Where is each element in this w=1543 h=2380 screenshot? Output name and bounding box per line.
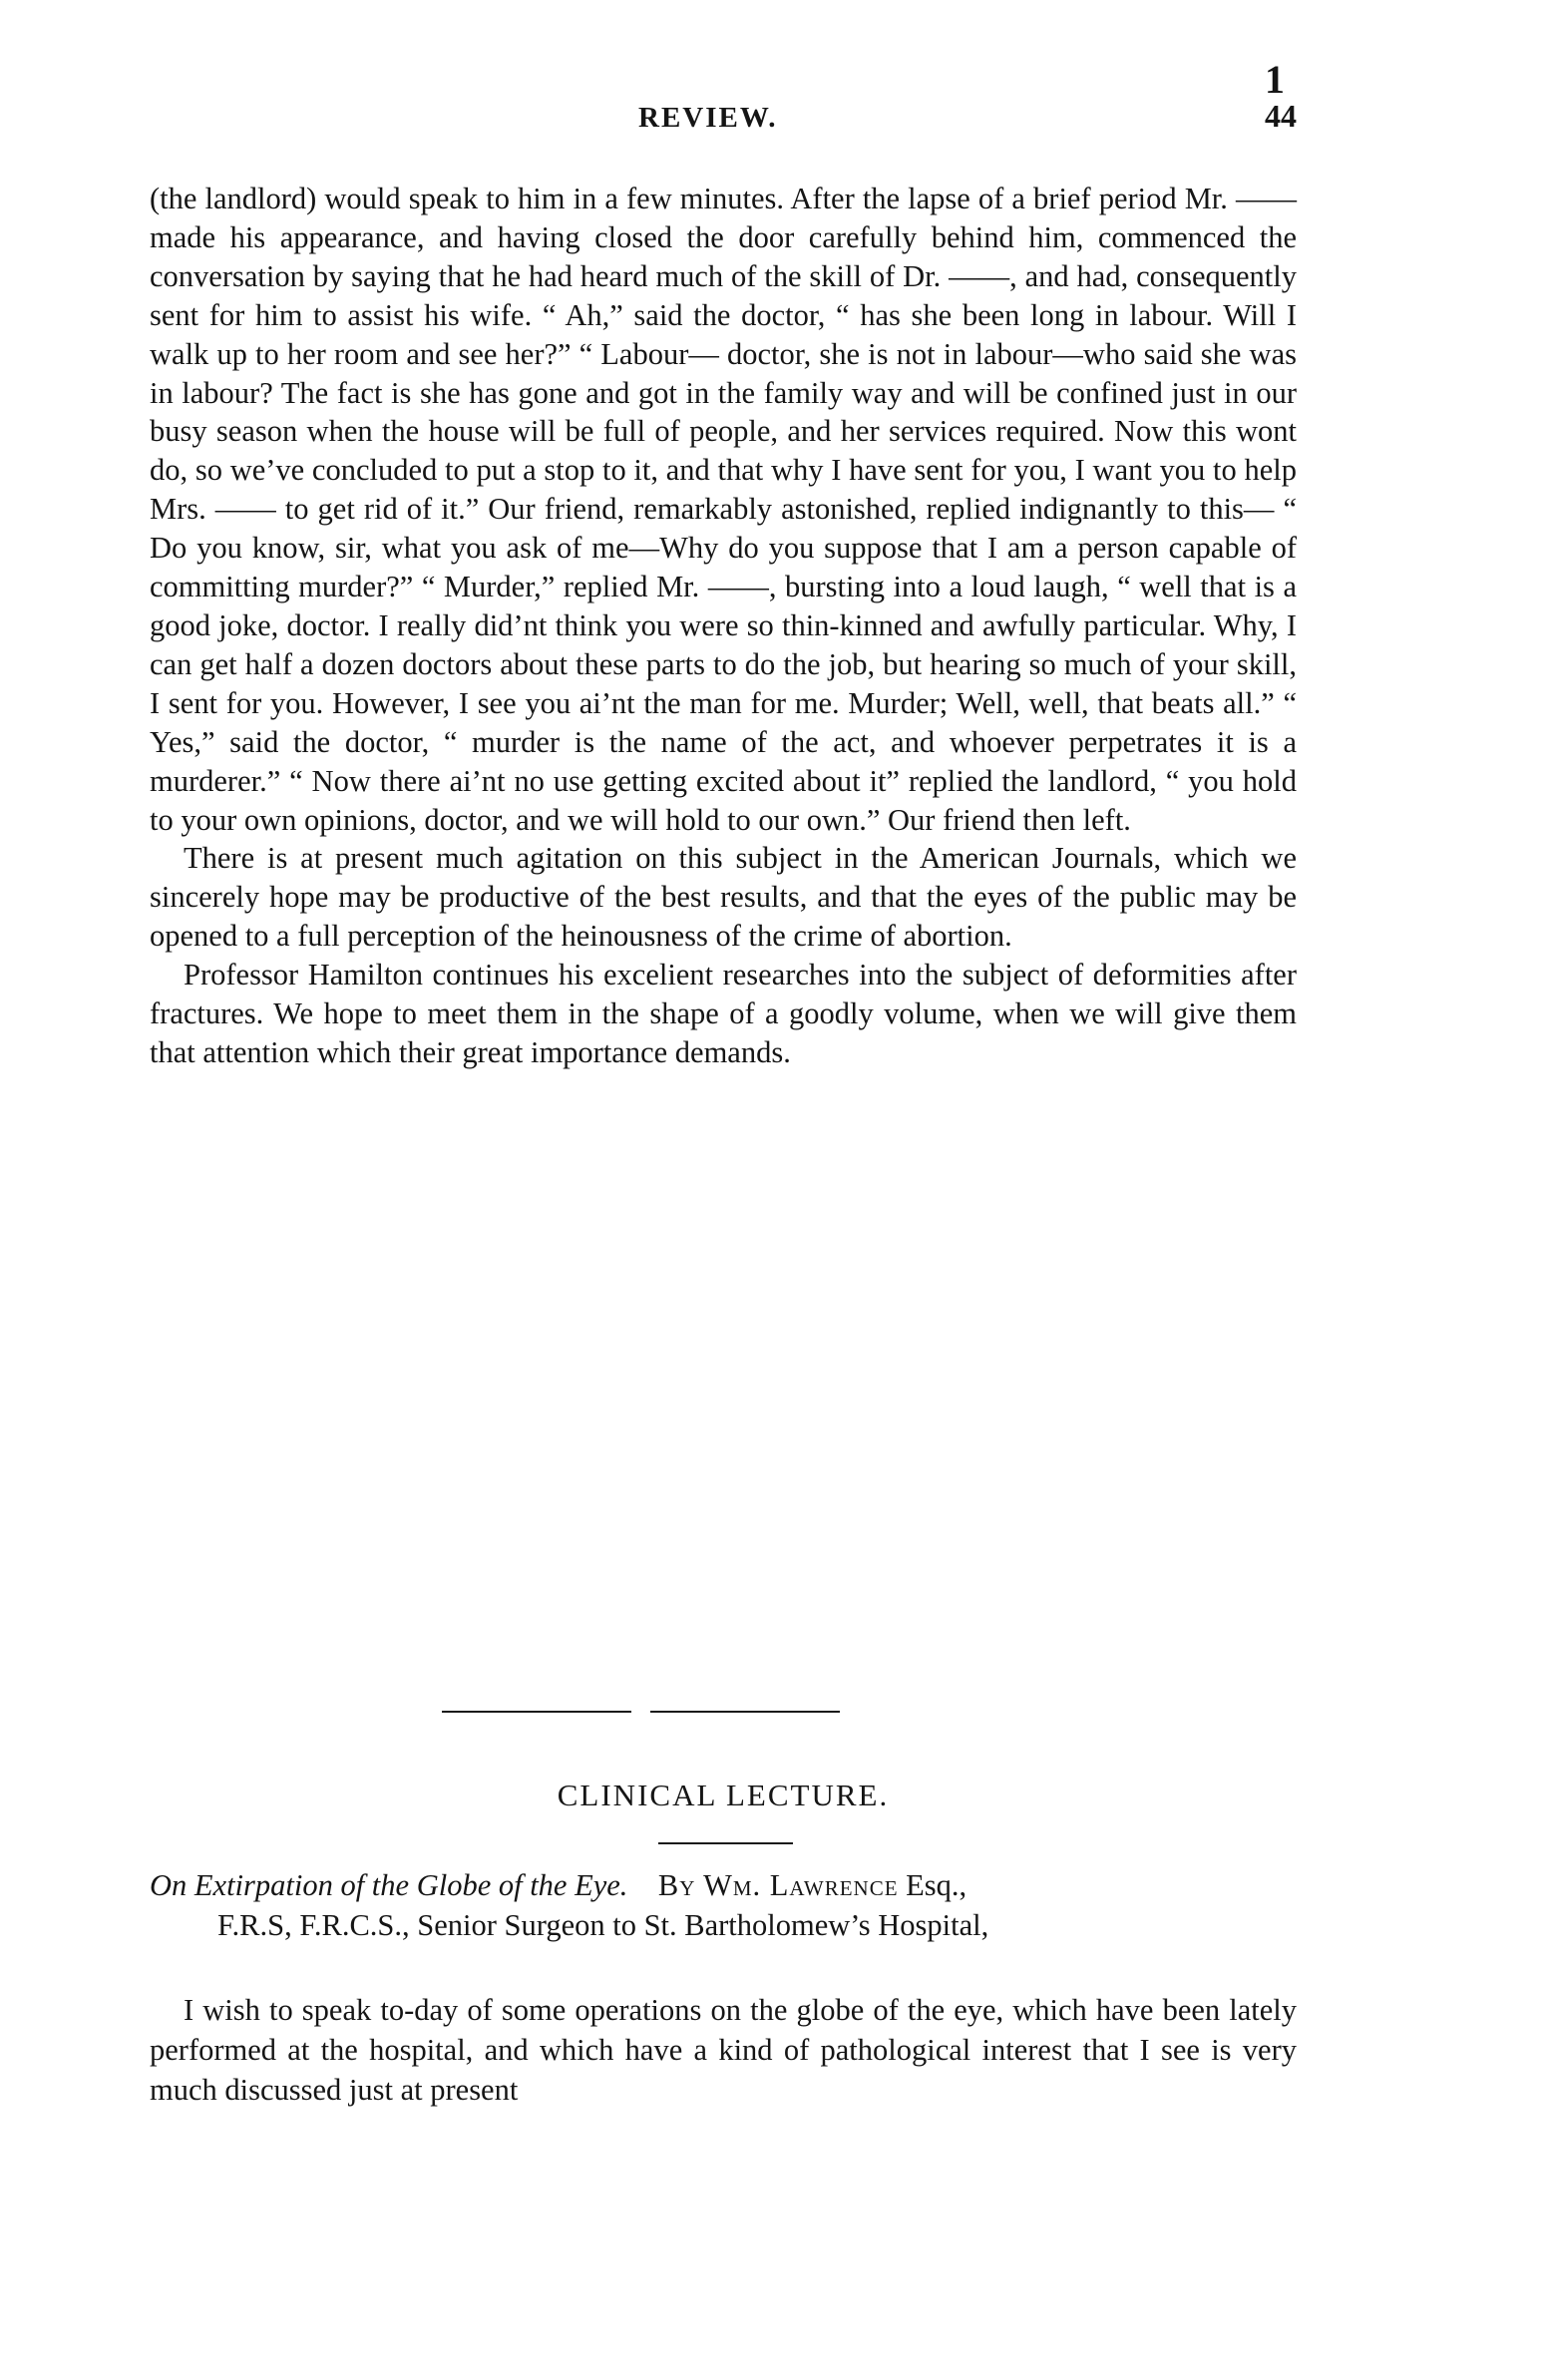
lecture-credentials: F.R.S, F.R.C.S., Senior Surgeon to St. Bartholomew’s Hospital, (217, 1908, 989, 1942)
paragraph-american-journals: There is at present much agitation on this subject in the American Journals, which we sincerely hope may be productive of the best results, and that the eyes of the public may be opened to a full perception of the heinousness of the crime of abortion. (150, 841, 1297, 954)
lecture-title (150, 1865, 1297, 1945)
paragraph-landlord-story: (the landlord) would speak to him in a few minutes. After the lapse of a brief period Mr. —— made his appearance, and having closed the door carefully behind him, commenced the conversation by saying that he had heard much of the skill of Dr. ——, and had, consequently sent for him to assist his wife. “ Ah,” said the doctor, “ has she been long in labour. Will I walk up to her room and see her?” “ Labour— doctor, she is not in labour—who said she was in labour? The fact is she has gone and got in the family way and will be confined just in our busy season when the house will be full of people, and her services required. Now this wont do, so we’ve concluded to put a stop to it, and that why I have sent for you, I want you to help Mrs. —— to get rid of it.” Our friend, remarkably astonished, replied indignantly to this— “ Do you know, sir, what you ask of me—Why do you suppose that I am a person capable of committing murder?” “ Murder,” replied Mr. ——, bursting into a loud laugh, “ well that is a good joke, doctor. I really did’nt think you were so thin-kinned and awfully particular. Why, I can get half a dozen doctors about these parts to do the job, but hearing so much of your skill, I sent for you. However, I see you ai’nt the man for me. Murder; Well, well, that beats all.” “ Yes,” said the doctor, “ murder is the name of the act, and whoever perpetrates it is a murderer.” “ Now there ai’nt no use getting excited about it” replied the landlord, “ you hold to your own opinions, doctor, and we will hold to our own.” Our friend then left. (150, 182, 1297, 837)
lecture-author-esq: Esq., (906, 1868, 967, 1902)
page-number: 44 (1265, 98, 1297, 134)
review-body (150, 180, 1297, 1072)
running-header (150, 98, 1297, 148)
section-divider-right (650, 1711, 840, 1713)
lecture-author: Wm. Lawrence (703, 1868, 899, 1902)
lecture-by: By (657, 1868, 696, 1902)
paragraph-professor-hamilton: Professor Hamilton continues his excelient researches into the subject of deformities after fractures. We hope to meet them in the shape of a goodly volume, when we will give them that attention which their great importance demands. (150, 958, 1297, 1069)
section-divider-left (442, 1711, 631, 1713)
corner-mark: 1 (1265, 57, 1285, 102)
running-title: REVIEW. (638, 102, 778, 134)
heading-underline (658, 1842, 793, 1844)
lecture-heading: CLINICAL LECTURE. (557, 1778, 890, 1812)
lecture-title-italic: On Extirpation of the Globe of the Eye. (150, 1868, 628, 1902)
lecture-opening-paragraph: I wish to speak to-day of some operations on the globe of the eye, which have been lately performed at the hospital, and which have a kind of pathological interest that I see is very much discussed just at present (150, 1993, 1297, 2107)
